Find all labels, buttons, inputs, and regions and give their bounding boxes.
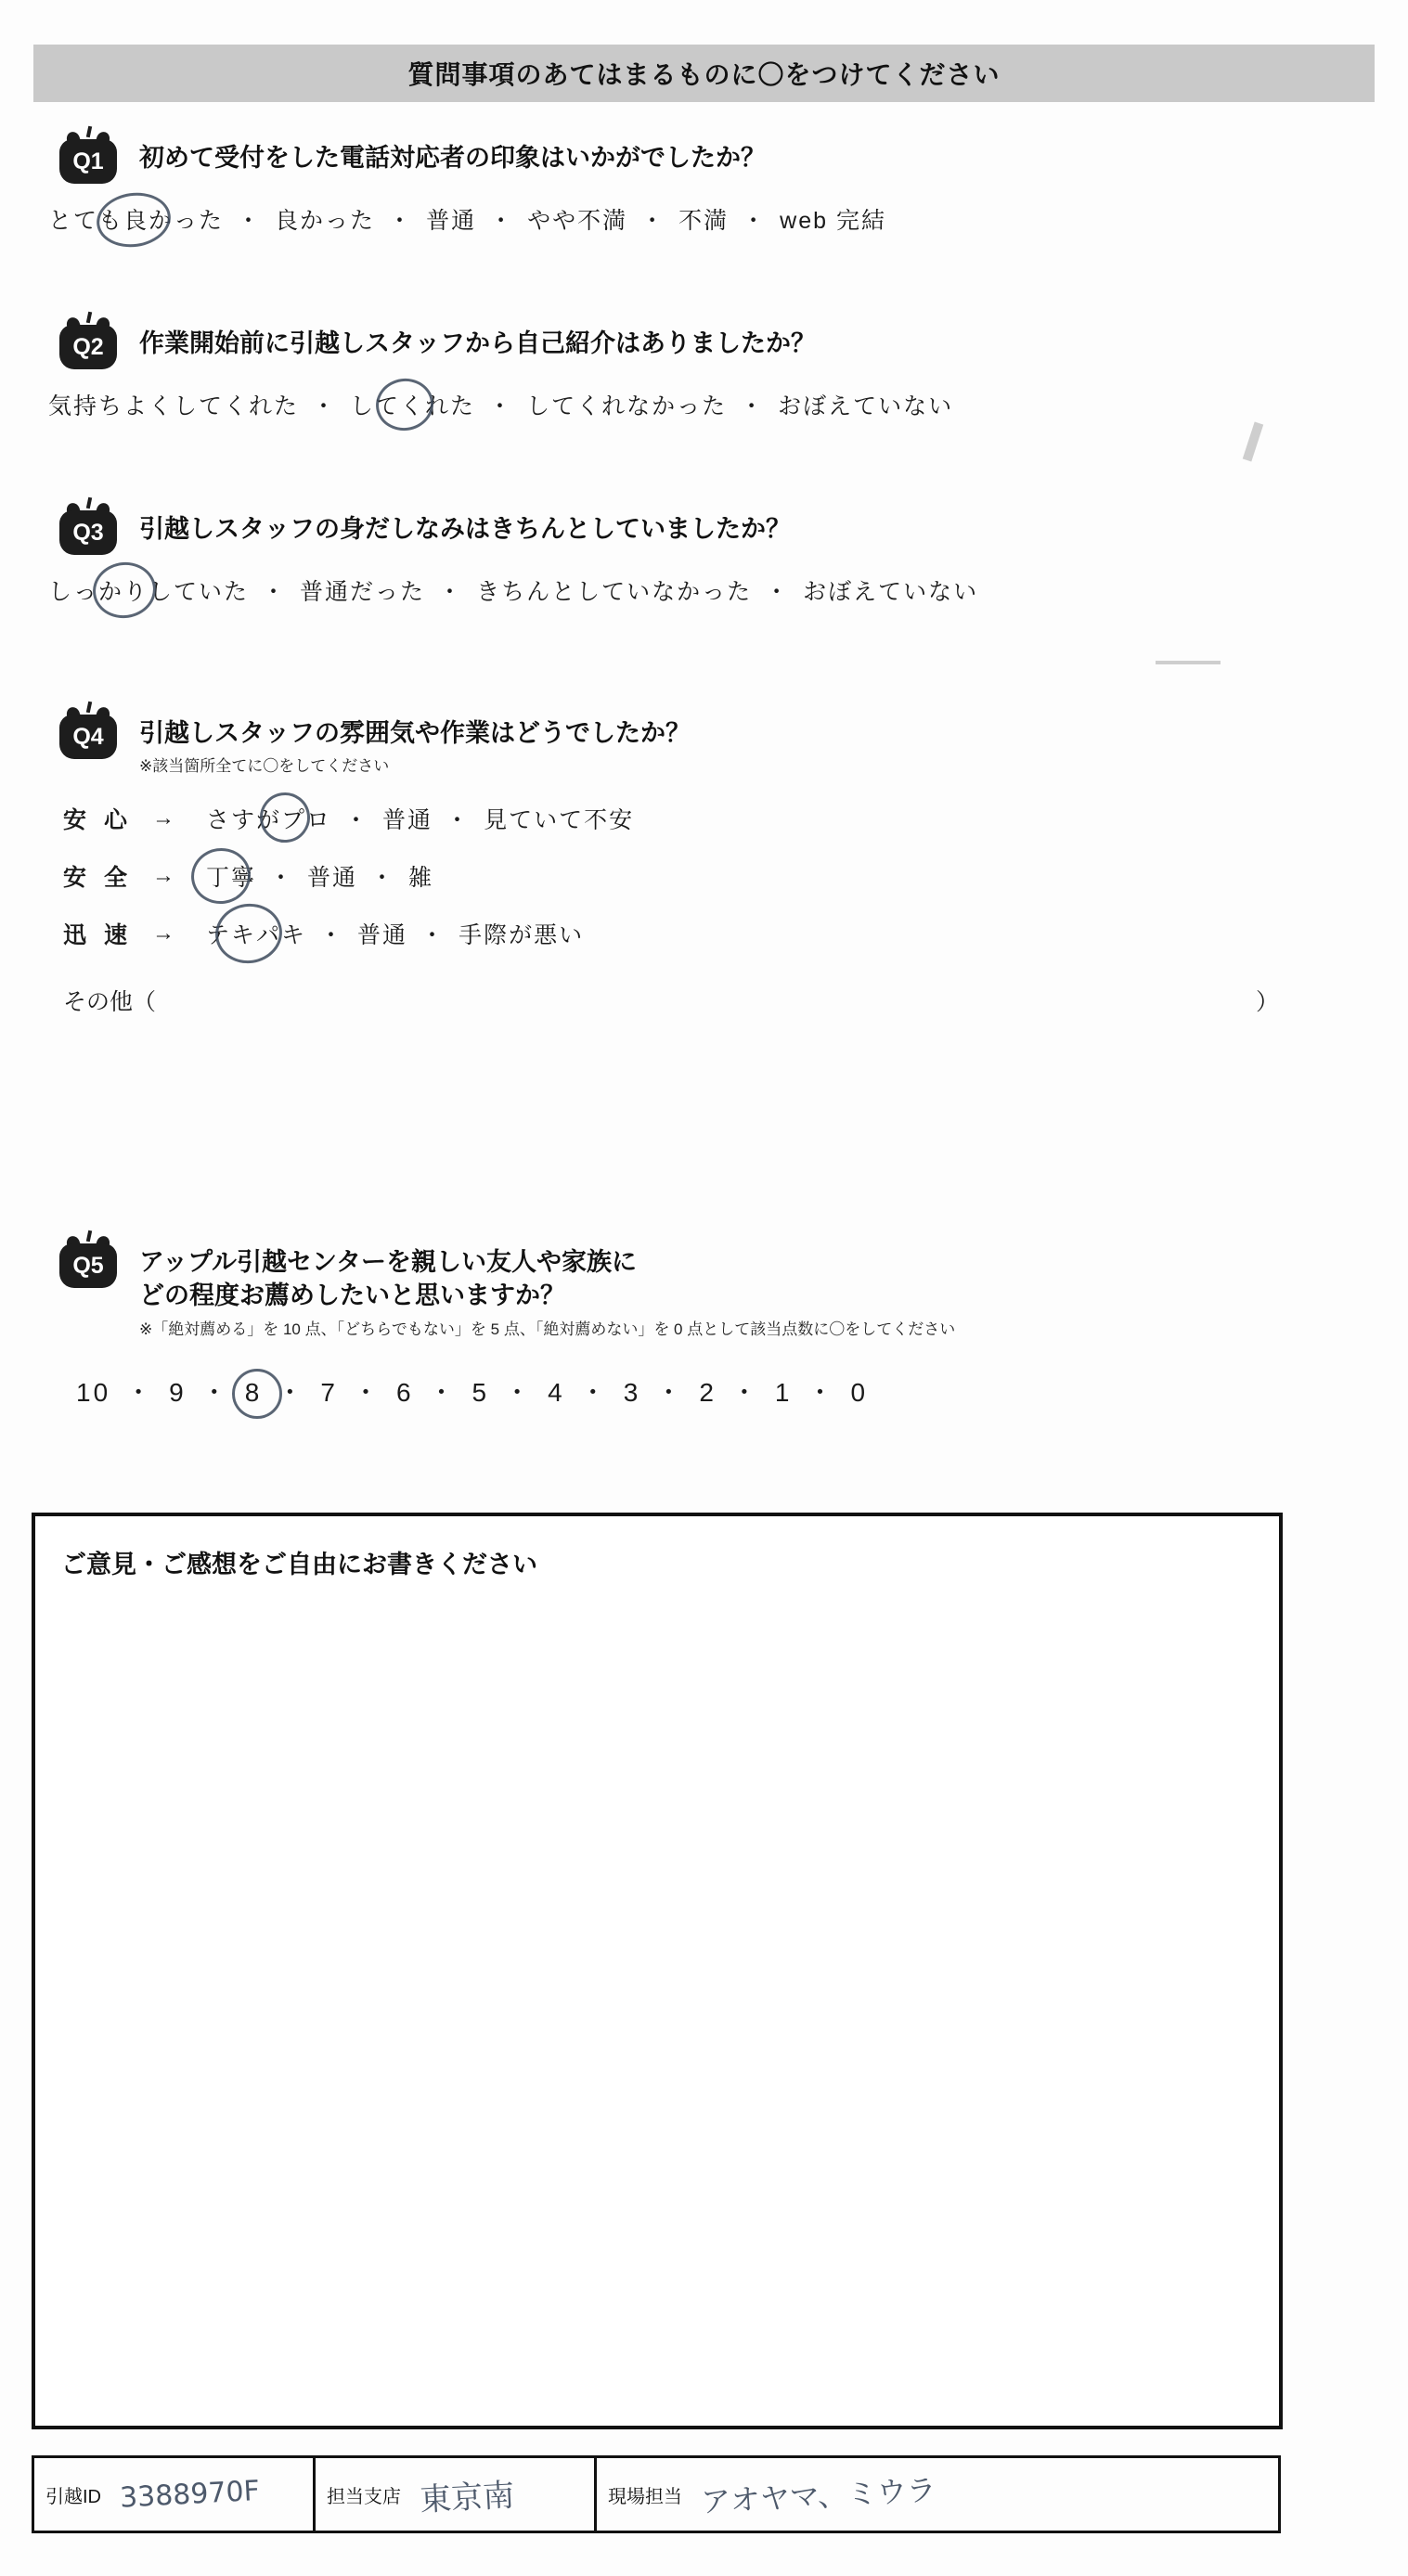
question-block-q5: [0, 1234, 1408, 1410]
q4-row-options: [206, 859, 433, 893]
question-head-q4: [0, 705, 1408, 778]
question-title-q3: 引越しスタッフの身だしなみはきちんとしていましたか？: [139, 515, 791, 543]
question-title-line2: どの程度お薦めしたいと思いますか？: [139, 1282, 565, 1310]
question-title-line1: アップル引越センターを親しい友人や家族に: [139, 1248, 637, 1276]
q4-other-label: その他（: [63, 989, 157, 1016]
question-title-q5: [139, 1234, 955, 1341]
scale-option-3[interactable]: 3: [623, 1377, 641, 1407]
question-badge-label: Q5: [72, 1253, 104, 1279]
footer-field-label: 担当支店: [327, 2486, 401, 2507]
scale-option-8[interactable]: 8: [245, 1378, 263, 1408]
q4-row-label: 安 全: [63, 865, 133, 892]
option-q1-1[interactable]: 良かった: [275, 208, 376, 234]
scan-artifact: [1243, 421, 1263, 461]
scale-option-7[interactable]: 7: [320, 1377, 338, 1407]
option-separator: ・: [200, 1377, 230, 1407]
option-q4-anshin-1[interactable]: 普通: [382, 807, 433, 834]
apple-badge-icon-q4: [59, 705, 117, 759]
option-q4-jinsoku-1[interactable]: 普通: [357, 922, 408, 949]
option-separator: ・: [262, 579, 288, 605]
arrow-icon: →: [152, 805, 174, 831]
option-q2-0[interactable]: 気持ちよくしてくれた: [48, 393, 300, 419]
question-badge-label: Q1: [72, 148, 104, 174]
option-separator: ・: [655, 1377, 685, 1407]
option-q3-3[interactable]: おぼえていない: [803, 579, 979, 605]
option-q2-2[interactable]: してくれなかった: [526, 393, 728, 419]
option-q1-0[interactable]: とても良かった: [48, 202, 224, 236]
footer-field-label: 引越ID: [45, 2486, 101, 2507]
footer-field-value[interactable]: 3388970F: [119, 2474, 261, 2515]
scan-artifact: [1156, 661, 1221, 664]
option-separator: ・: [312, 393, 338, 419]
option-separator: ・: [277, 1377, 306, 1407]
question-head-q3: [0, 501, 1408, 555]
q4-row-label: 安 心: [63, 807, 133, 834]
q4-row-options: [206, 917, 584, 950]
option-separator: ・: [125, 1377, 155, 1407]
footer-field-value[interactable]: 東京南: [419, 2476, 516, 2518]
option-q4-jinsoku-2[interactable]: 手際が悪い: [459, 922, 585, 949]
apple-badge-icon-q3: [59, 501, 117, 555]
question-head-q1: [0, 130, 1408, 184]
comment-box-title: ご意見・ご感想をご自由にお書きください: [61, 1551, 537, 1578]
scale-option-9[interactable]: 9: [169, 1377, 187, 1407]
option-separator: ・: [765, 579, 791, 605]
option-separator: ・: [740, 393, 766, 419]
question-title-text: 引越しスタッフの雰囲気や作業はどうでしたか？: [139, 719, 691, 747]
arrow-icon: →: [152, 921, 174, 947]
q4-row-anshin: [63, 802, 1408, 835]
option-separator: ・: [428, 1377, 458, 1407]
nps-scale: [76, 1372, 1408, 1410]
option-q2-1[interactable]: してくれた: [350, 388, 475, 421]
option-q4-anshin-2[interactable]: 見ていて不安: [484, 807, 635, 834]
option-q3-2[interactable]: きちんとしていなかった: [476, 579, 753, 605]
footer-field-move-id: [34, 2458, 316, 2531]
question-block-q3: [0, 501, 1408, 607]
option-separator: ・: [370, 865, 396, 892]
option-separator: ・: [742, 208, 768, 234]
question-title-q4: [139, 705, 691, 778]
option-separator: ・: [438, 579, 464, 605]
option-q4-anshin-0[interactable]: さすがプロ: [206, 802, 331, 835]
scale-option-2[interactable]: 2: [699, 1377, 717, 1407]
option-separator: ・: [579, 1377, 609, 1407]
option-q1-3[interactable]: やや不満: [527, 208, 628, 234]
apple-badge-icon-q1: [59, 130, 117, 184]
scale-option-1[interactable]: 1: [774, 1377, 793, 1407]
question-title-q2: 作業開始前に引越しスタッフから自己紹介はありましたか？: [139, 329, 816, 357]
q4-other-close: ）: [1255, 989, 1279, 1016]
scale-option-0[interactable]: 0: [850, 1377, 869, 1407]
option-q1-4[interactable]: 不満: [678, 208, 730, 234]
scale-option-4[interactable]: 4: [548, 1377, 565, 1407]
option-separator: ・: [640, 208, 666, 234]
option-q4-jinsoku-0[interactable]: テキパキ: [206, 917, 306, 950]
option-separator: ・: [344, 807, 370, 834]
q4-row-label: 迅 速: [63, 922, 133, 949]
apple-badge-icon-q2: [59, 316, 117, 369]
option-separator: ・: [352, 1377, 381, 1407]
option-separator: ・: [446, 807, 471, 834]
footer-field-staff: [597, 2458, 1278, 2531]
option-q4-anzen-0[interactable]: 丁寧: [206, 859, 256, 893]
option-q4-anzen-2[interactable]: 雑: [408, 865, 434, 892]
question-note-q4: ※該当箇所全てに〇をしてください: [139, 757, 390, 776]
scale-option-5[interactable]: 5: [471, 1377, 490, 1407]
option-q2-3[interactable]: おぼえていない: [778, 393, 954, 419]
question-options-q3: [48, 573, 1408, 607]
question-head-q5: [0, 1234, 1408, 1341]
q4-row-jinsoku: [63, 917, 1408, 950]
option-separator: ・: [420, 922, 446, 949]
question-note-q5: ※「絶対薦める」を 10 点、「どちらでもない」を 5 点、「絶対薦めない」を 0 点として該当点数に〇をしてください: [139, 1320, 956, 1338]
option-q3-0[interactable]: しっかりしていた: [48, 573, 249, 607]
q4-other-field[interactable]: [63, 984, 1279, 1017]
arrow-icon: →: [152, 863, 174, 889]
option-separator: ・: [488, 393, 514, 419]
question-block-q4: [0, 705, 1408, 1017]
option-separator: ・: [269, 865, 295, 892]
survey-header-title: 質問事項のあてはまるものに〇をつけてください: [407, 60, 1001, 89]
apple-badge-icon-q5: [59, 1234, 117, 1288]
question-badge-label: Q4: [72, 724, 104, 750]
question-options-q1: [48, 202, 1408, 236]
question-block-q2: [0, 316, 1408, 421]
option-separator: ・: [807, 1377, 836, 1407]
scale-option-6[interactable]: 6: [395, 1377, 414, 1407]
option-separator: ・: [319, 922, 345, 949]
option-separator: ・: [489, 208, 515, 234]
footer-field-value[interactable]: アオヤマ、ミウラ: [700, 2472, 937, 2520]
option-q3-1[interactable]: 普通だった: [300, 579, 426, 605]
option-q1-2[interactable]: 普通: [426, 208, 477, 234]
question-title-q1: 初めて受付をした電話対応者の印象はいかがでしたか？: [139, 144, 766, 172]
footer-field-branch: [316, 2458, 597, 2531]
option-separator: ・: [237, 208, 263, 234]
q4-row-options: [206, 802, 634, 835]
question-head-q2: [0, 316, 1408, 369]
q4-row-anzen: [63, 859, 1408, 893]
question-block-q1: [0, 130, 1408, 236]
survey-header-bar: [33, 45, 1375, 102]
comment-box-value[interactable]: [35, 1580, 1279, 2378]
footer-field-label: 現場担当: [608, 2486, 682, 2507]
question-options-q2: [48, 388, 1408, 421]
option-separator: ・: [388, 208, 414, 234]
comment-box[interactable]: [32, 1513, 1283, 2429]
option-q4-anzen-1[interactable]: 普通: [307, 865, 358, 892]
footer-meta-table: [32, 2455, 1281, 2533]
option-separator: ・: [730, 1377, 760, 1407]
question-badge-label: Q3: [72, 520, 104, 546]
question-badge-label: Q2: [72, 334, 104, 360]
scale-option-10[interactable]: 10: [76, 1377, 111, 1407]
option-q1-5[interactable]: web 完結: [780, 208, 886, 234]
option-separator: ・: [504, 1377, 534, 1407]
